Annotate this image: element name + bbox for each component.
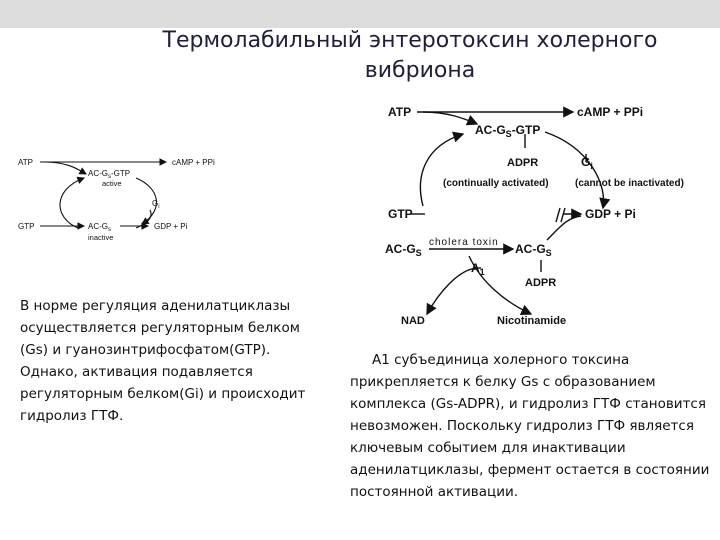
cholera-toxin-label: cholera toxin [429,237,499,248]
normal-regulation-diagram [14,148,244,248]
normal-camp-label: cAMP + PPi [172,158,215,167]
gi-label: $G_i$ [581,155,593,171]
normal-gi-label: $G_i$ [152,199,160,210]
atp-label: ATP [388,105,412,119]
ac-gs-gtp-label: $AC-G_S$-GTP [475,123,541,139]
normal-gtp-label: GTP [18,222,35,231]
normal-active-label: active [102,179,122,188]
gdp-pi-label: GDP + Pi [585,207,636,221]
normal-ac-gs-gtp-label: $AC-G_s$-GTP [88,169,131,180]
ac-gs-right-label: $AC-G_S$ [515,242,552,258]
normal-gdp-label: GDP + Pi [154,222,188,231]
title-line-1: Термолабильный энтеротоксин холерного [162,28,658,53]
slide-title [150,26,670,86]
cannot-be-inactivated-label: (cannot be inactivated) [575,178,684,189]
adpr-bottom-label: ADPR [525,277,557,289]
cholera-toxin-diagram [385,96,685,332]
gtp-label: GTP [388,207,413,221]
top-banner [0,0,720,28]
normal-inactive-label: inactive [88,233,114,242]
nicotinamide-label: Nicotinamide [497,315,567,327]
normal-atp-label: ATP [18,158,33,167]
ac-gs-left-label: $AC-G_S$ [385,242,422,258]
normal-ac-gs-label: $AC-G_s$ [88,222,111,233]
adpr-top-label: ADPR [507,157,539,169]
cholera-diagram-arrows [411,112,604,314]
continually-activated-label: (continually activated) [443,178,549,189]
camp-ppi-label: cAMP + PPi [577,105,644,119]
a1-label: $A_1$ [471,261,485,277]
nad-label: NAD [401,315,425,327]
title-line-2: вибриона [364,58,476,83]
cholera-toxin-text: A1 субъединица холерного токсина прикрепляется к белку Gs с образованием комплекса (Gs-ADPR), и гидролиз ГТФ становится невозможен. Поскольку гидролиз ГТФ является ключевым событием для инактивации аденилатциклазы, фермент остается в состоянии постоянной активации. [350,352,710,500]
normal-regulation-text: В норме регуляция аденилатциклазы осуществляется регуляторным белком (Gs) и гуанозинтрифосфатом(GTP). Однако, активация подавляется регуляторным белком(Gi) и происходит гидролиз ГТФ. [20,298,306,424]
